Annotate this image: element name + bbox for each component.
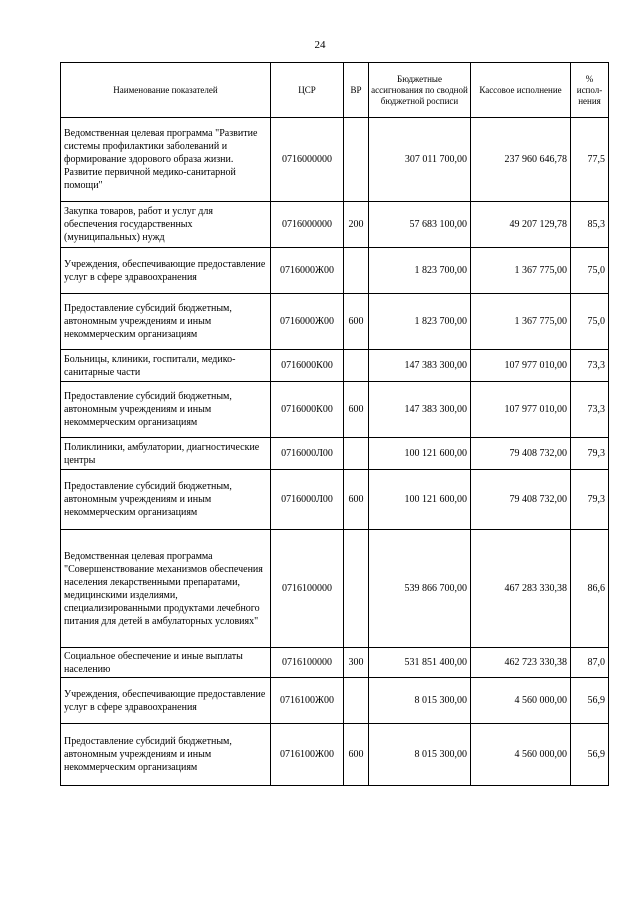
page-number: 24 <box>314 39 326 51</box>
row-name: Предоставление субсидий бюджетным, автономным учреждениям и иным некоммерческим организациям <box>61 294 271 350</box>
row-vr: 200 <box>344 202 369 248</box>
row-name: Социальное обеспечение и иные выплаты населению <box>61 648 271 678</box>
table-row <box>61 678 609 724</box>
row-name: Больницы, клиники, госпитали, медико-санитарные части <box>61 350 271 382</box>
row-vr <box>344 530 369 648</box>
row-budget: 307 011 700,00 <box>369 118 471 202</box>
row-budget: 57 683 100,00 <box>369 202 471 248</box>
header-csr: ЦСР <box>271 63 344 118</box>
table-row <box>61 118 609 202</box>
row-name: Закупка товаров, работ и услуг для обеспечения государственных (муниципальных) нужд <box>61 202 271 248</box>
row-cash: 107 977 010,00 <box>471 382 571 438</box>
row-cash: 49 207 129,78 <box>471 202 571 248</box>
table-row <box>61 382 609 438</box>
row-vr <box>344 118 369 202</box>
table-header-row <box>61 63 609 118</box>
table-row <box>61 294 609 350</box>
row-csr: 0716000Ж00 <box>271 248 344 294</box>
row-csr: 0716100000 <box>271 648 344 678</box>
row-cash: 107 977 010,00 <box>471 350 571 382</box>
row-name: Предоставление субсидий бюджетным, автономным учреждениям и иным некоммерческим организациям <box>61 382 271 438</box>
row-vr <box>344 678 369 724</box>
row-budget: 539 866 700,00 <box>369 530 471 648</box>
row-percent: 87,0 <box>571 648 609 678</box>
table-row <box>61 648 609 678</box>
row-vr: 600 <box>344 382 369 438</box>
table-row <box>61 438 609 470</box>
row-cash: 4 560 000,00 <box>471 724 571 786</box>
row-percent: 85,3 <box>571 202 609 248</box>
row-name: Предоставление субсидий бюджетным, автономным учреждениям и иным некоммерческим организациям <box>61 470 271 530</box>
row-vr <box>344 248 369 294</box>
table-row <box>61 350 609 382</box>
header-budget: Бюджетные ассигнования по сводной бюджетной росписи <box>369 63 471 118</box>
row-cash: 467 283 330,38 <box>471 530 571 648</box>
row-csr: 0716000К00 <box>271 350 344 382</box>
row-budget: 531 851 400,00 <box>369 648 471 678</box>
header-vr: ВР <box>344 63 369 118</box>
table-row <box>61 248 609 294</box>
row-vr <box>344 438 369 470</box>
row-budget: 100 121 600,00 <box>369 470 471 530</box>
row-cash: 79 408 732,00 <box>471 470 571 530</box>
row-budget: 8 015 300,00 <box>369 724 471 786</box>
table-row <box>61 202 609 248</box>
header-cash: Кассовое исполнение <box>471 63 571 118</box>
row-csr: 0716000000 <box>271 202 344 248</box>
row-csr: 0716100Ж00 <box>271 678 344 724</box>
row-percent: 75,0 <box>571 294 609 350</box>
row-vr: 600 <box>344 724 369 786</box>
row-vr: 600 <box>344 470 369 530</box>
row-cash: 79 408 732,00 <box>471 438 571 470</box>
row-percent: 73,3 <box>571 350 609 382</box>
row-budget: 147 383 300,00 <box>369 382 471 438</box>
row-name: Ведомственная целевая программа "Совершенствование механизмов обеспечения населения лекарственными препаратами, медицинскими изделиями, специализированными продуктами лечебного питания для детей в амбулаторных условиях" <box>61 530 271 648</box>
row-name: Ведомственная целевая программа "Развитие системы профилактики заболеваний и формирование здорового образа жизни. Развитие первичной медико-санитарной помощи" <box>61 118 271 202</box>
row-percent: 77,5 <box>571 118 609 202</box>
row-budget: 147 383 300,00 <box>369 350 471 382</box>
row-budget: 8 015 300,00 <box>369 678 471 724</box>
table-row <box>61 530 609 648</box>
row-name: Учреждения, обеспечивающие предоставление услуг в сфере здравоохранения <box>61 678 271 724</box>
row-percent: 86,6 <box>571 530 609 648</box>
row-percent: 79,3 <box>571 470 609 530</box>
budget-execution-table <box>60 62 609 786</box>
header-name: Наименование показателей <box>61 63 271 118</box>
row-cash: 1 367 775,00 <box>471 294 571 350</box>
row-name: Учреждения, обеспечивающие предоставление услуг в сфере здравоохранения <box>61 248 271 294</box>
row-percent: 73,3 <box>571 382 609 438</box>
row-csr: 0716000Л00 <box>271 438 344 470</box>
row-csr: 0716000К00 <box>271 382 344 438</box>
table-row <box>61 470 609 530</box>
row-percent: 75,0 <box>571 248 609 294</box>
row-percent: 56,9 <box>571 724 609 786</box>
row-csr: 0716000Л00 <box>271 470 344 530</box>
row-budget: 1 823 700,00 <box>369 248 471 294</box>
row-vr: 300 <box>344 648 369 678</box>
row-cash: 1 367 775,00 <box>471 248 571 294</box>
row-vr <box>344 350 369 382</box>
row-cash: 4 560 000,00 <box>471 678 571 724</box>
row-percent: 56,9 <box>571 678 609 724</box>
row-csr: 0716100000 <box>271 530 344 648</box>
row-csr: 0716000Ж00 <box>271 294 344 350</box>
row-vr: 600 <box>344 294 369 350</box>
row-budget: 1 823 700,00 <box>369 294 471 350</box>
row-percent: 79,3 <box>571 438 609 470</box>
row-csr: 0716100Ж00 <box>271 724 344 786</box>
row-name: Поликлиники, амбулатории, диагностические центры <box>61 438 271 470</box>
row-budget: 100 121 600,00 <box>369 438 471 470</box>
row-cash: 237 960 646,78 <box>471 118 571 202</box>
row-name: Предоставление субсидий бюджетным, автономным учреждениям и иным некоммерческим организациям <box>61 724 271 786</box>
row-csr: 0716000000 <box>271 118 344 202</box>
table-row <box>61 724 609 786</box>
row-cash: 462 723 330,38 <box>471 648 571 678</box>
header-percent: % испол-нения <box>571 63 609 118</box>
